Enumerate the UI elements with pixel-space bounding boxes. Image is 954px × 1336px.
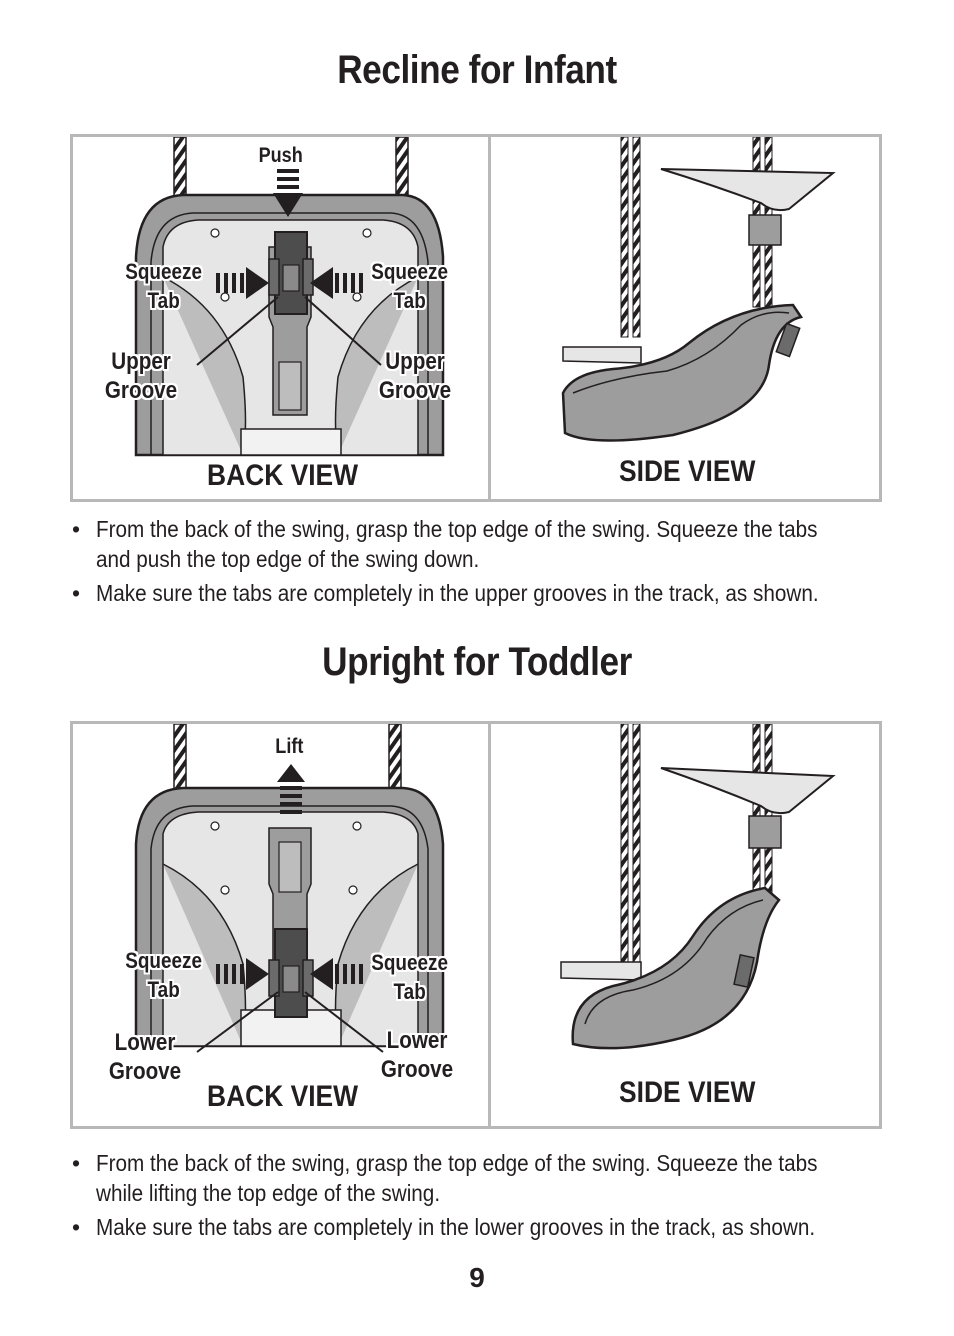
instruction-item <box>72 1148 852 1208</box>
recline-side-view-illustration <box>563 137 833 441</box>
upright-back-view-illustration <box>73 724 879 1126</box>
squeeze-tab-label-right <box>371 257 448 315</box>
groove-label-line: Lower <box>386 1027 448 1054</box>
back-view-label: BACK VIEW <box>207 459 359 492</box>
groove-label-line: Lower <box>114 1029 176 1056</box>
squeeze-label-line: Squeeze <box>371 950 449 975</box>
tab-label-line: Tab <box>393 979 426 1004</box>
recline-instructions <box>72 514 852 612</box>
squeeze-tab-label-right <box>371 948 448 1006</box>
side-view-label: SIDE VIEW <box>619 1076 756 1109</box>
groove-label-line: Groove <box>378 377 452 404</box>
tab-label-line: Tab <box>147 288 180 313</box>
section-title-recline: Recline for Infant <box>337 48 617 92</box>
tab-label-line: Tab <box>393 288 426 313</box>
lower-groove-label-left <box>109 1028 181 1086</box>
squeeze-label-line: Squeeze <box>125 948 203 973</box>
groove-label-line: Groove <box>108 1058 182 1085</box>
squeeze-tab-label-left <box>125 946 202 1004</box>
instruction-text: From the back of the swing, grasp the top edge of the swing. Squeeze the tabs while lifting the top edge of the swing. <box>96 1150 818 1206</box>
section-title-upright: Upright for Toddler <box>322 640 632 684</box>
upper-groove-label-left <box>105 347 177 405</box>
upper-groove-label-right <box>379 347 451 405</box>
instruction-item <box>72 1212 852 1242</box>
instruction-text: Make sure the tabs are completely in the upper grooves in the track, as shown. <box>96 580 819 606</box>
upright-side-view-illustration <box>561 724 833 1048</box>
instruction-item <box>72 514 852 574</box>
groove-label-line: Groove <box>104 377 178 404</box>
recline-illustration-panel <box>70 134 882 502</box>
page-number: 9 <box>469 1262 485 1293</box>
squeeze-tab-label-left <box>125 257 202 315</box>
groove-label-line: Groove <box>380 1056 454 1083</box>
groove-label-line: Upper <box>385 348 445 375</box>
instruction-item <box>72 578 852 608</box>
squeeze-label-line: Squeeze <box>125 259 203 284</box>
side-view-label: SIDE VIEW <box>619 455 756 488</box>
lower-groove-label-right <box>381 1026 453 1084</box>
instruction-text: From the back of the swing, grasp the top edge of the swing. Squeeze the tabs and push the top edge of the swing down. <box>96 516 818 572</box>
upright-instructions <box>72 1148 852 1246</box>
back-view-label: BACK VIEW <box>207 1080 359 1113</box>
instruction-text: Make sure the tabs are completely in the lower grooves in the track, as shown. <box>96 1214 816 1240</box>
panel-divider <box>488 137 491 499</box>
groove-label-line: Upper <box>111 348 171 375</box>
tab-label-line: Tab <box>147 977 180 1002</box>
squeeze-label-line: Squeeze <box>371 259 449 284</box>
upright-illustration-panel <box>70 721 882 1129</box>
panel-divider <box>488 724 491 1126</box>
recline-back-view-illustration <box>73 137 879 499</box>
push-label: Push <box>258 144 303 167</box>
lift-label: Lift <box>275 735 304 758</box>
